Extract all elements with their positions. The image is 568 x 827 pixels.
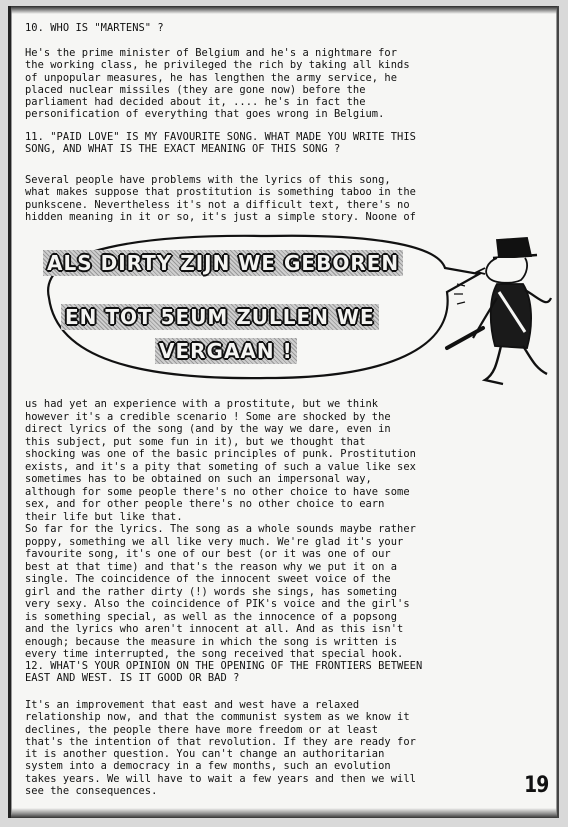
question-10: 10. WHO IS "MARTENS" ? — [25, 22, 164, 34]
answer-11-part2: us had yet an experience with a prostitute, but we think however it's a credible scenario ! Some are shocked by the direct lyrics of the song (and by the way we dare, even in this subject, put some fun in it), but we thought that shocking was one of the basic principles of punk. Prostitution exists, and it's a pity that someting of such a value like sex sometimes has to be obtained on such an impersonal way, although for some people there's no other choice to have some sex, and for other people there's no other choice to earn their life but like that. So far for the lyrics. The song as a whole sounds maybe rather poppy, something we all like very much. We're glad it's your favourite song, it's one of our best (or it was one of our best at that time) and that's the reason why we put it on a single. The coincidence of the innocent sweet voice of the girl and the rather dirty (!) words she sings, has someting very sexy. Also the coincidence of PIK's voice and the girl's is something special, as well as the innocence of a popsong and the lyrics who aren't innocent at all. And as this isn't enough; because the measure in which the song is written is every time interrupted, the song received that special hook. — [25, 398, 416, 660]
policeman-icon — [447, 238, 551, 384]
cartoon-panel — [27, 228, 557, 392]
scan-edge-top — [11, 6, 557, 14]
answer-11-part1: Several people have problems with the lyrics of this song, what makes suppose that prostitution is something taboo in the punkscene. Nevertheless it's not a difficult text, there's no hidden meaning in it or so, it's just a simple story. Noone of — [25, 174, 416, 223]
question-12: 12. WHAT'S YOUR OPINION ON THE OPENING OF THE FRONTIERS BETWEEN EAST AND WEST. IS IT GOOD OR BAD ? — [25, 660, 423, 685]
question-11: 11. "PAID LOVE" IS MY FAVOURITE SONG. WHAT MADE YOU WRITE THIS SONG, AND WHAT IS THE EXACT MEANING OF THIS SONG ? — [25, 131, 416, 156]
answer-12: It's an improvement that east and west have a relaxed relationship now, and that the communist system as we know it declines, the people there have more freedom or at least that's the intention of that revolution. If they are ready for it is another question. You can't change an authoritarian system into a democracy in a few months, such an evolution takes years. We will have to wait a few years and then we will see the consequences. — [25, 699, 416, 798]
page-number: 19 — [524, 773, 549, 798]
zine-page — [8, 6, 559, 818]
scan-edge-bottom — [11, 808, 557, 818]
slogan-line-2: EN TOT 5EUM ZULLEN WE — [61, 304, 379, 330]
slogan-line-3: VERGAAN ! — [155, 338, 297, 364]
slogan-line-1: ALS DIRTY ZIJN WE GEBOREN — [43, 250, 403, 276]
answer-10: He's the prime minister of Belgium and he's a nightmare for the working class, he privileged the rich by taking all kinds of unpopular measures, he has lengthen the army service, he placed nuclear missiles (they are gone now) before the parliament had decided about it, .... he's in fact the personification of everything that goes wrong in Belgium. — [25, 47, 410, 121]
